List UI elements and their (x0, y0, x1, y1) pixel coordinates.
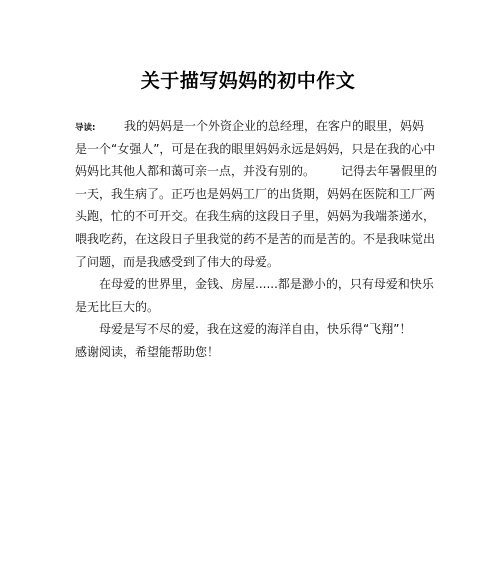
paragraph-line: 头跑，忙的不可开交。在我生病的这段日子里，妈妈为我端茶递水， (75, 209, 436, 224)
paragraph-line (75, 273, 434, 296)
paragraph-line: 是一个“女强人”，可是在我的眼里妈妈永远是妈妈，只是在我的心中 (75, 141, 436, 156)
document-title: 关于描写妈妈的初中作文 (140, 70, 356, 92)
paragraph-line (75, 318, 430, 341)
line-text: 母爱是写不尽的爱，我在这爱的海洋自由，快乐得“飞翔”！ (99, 322, 412, 337)
paragraph-line: 喂我吃药，在这段日子里我觉的药不是苦的而是苦的。不是我味觉出 (75, 231, 436, 246)
paragraph-line (75, 115, 430, 138)
paragraph-line: 是无比巨大的。 (75, 299, 160, 314)
paragraph-line: 了问题，而是我感受到了伟大的母爱。 (75, 254, 280, 269)
paragraph-line: 一天，我生病了。正巧也是妈妈工厂的出货期，妈妈在医院和工厂两 (75, 186, 436, 201)
closing-line: 感谢阅读，希望能帮助您！ (75, 344, 220, 359)
line-text: 记得去年暑假里的 (341, 164, 438, 179)
line-text: 在母爱的世界里，金钱、房屋......都是渺小的，只有母爱和快乐 (99, 277, 434, 292)
document-body (75, 115, 438, 364)
line-text: 我的妈妈是一个外资企业的总经理，在客户的眼里，妈妈 (124, 119, 425, 133)
lead-label: 导读: (75, 123, 96, 133)
paragraph-line (75, 160, 438, 183)
line-text: 妈妈比其他人都和蔼可亲一点，并没有别的。 (75, 164, 316, 179)
